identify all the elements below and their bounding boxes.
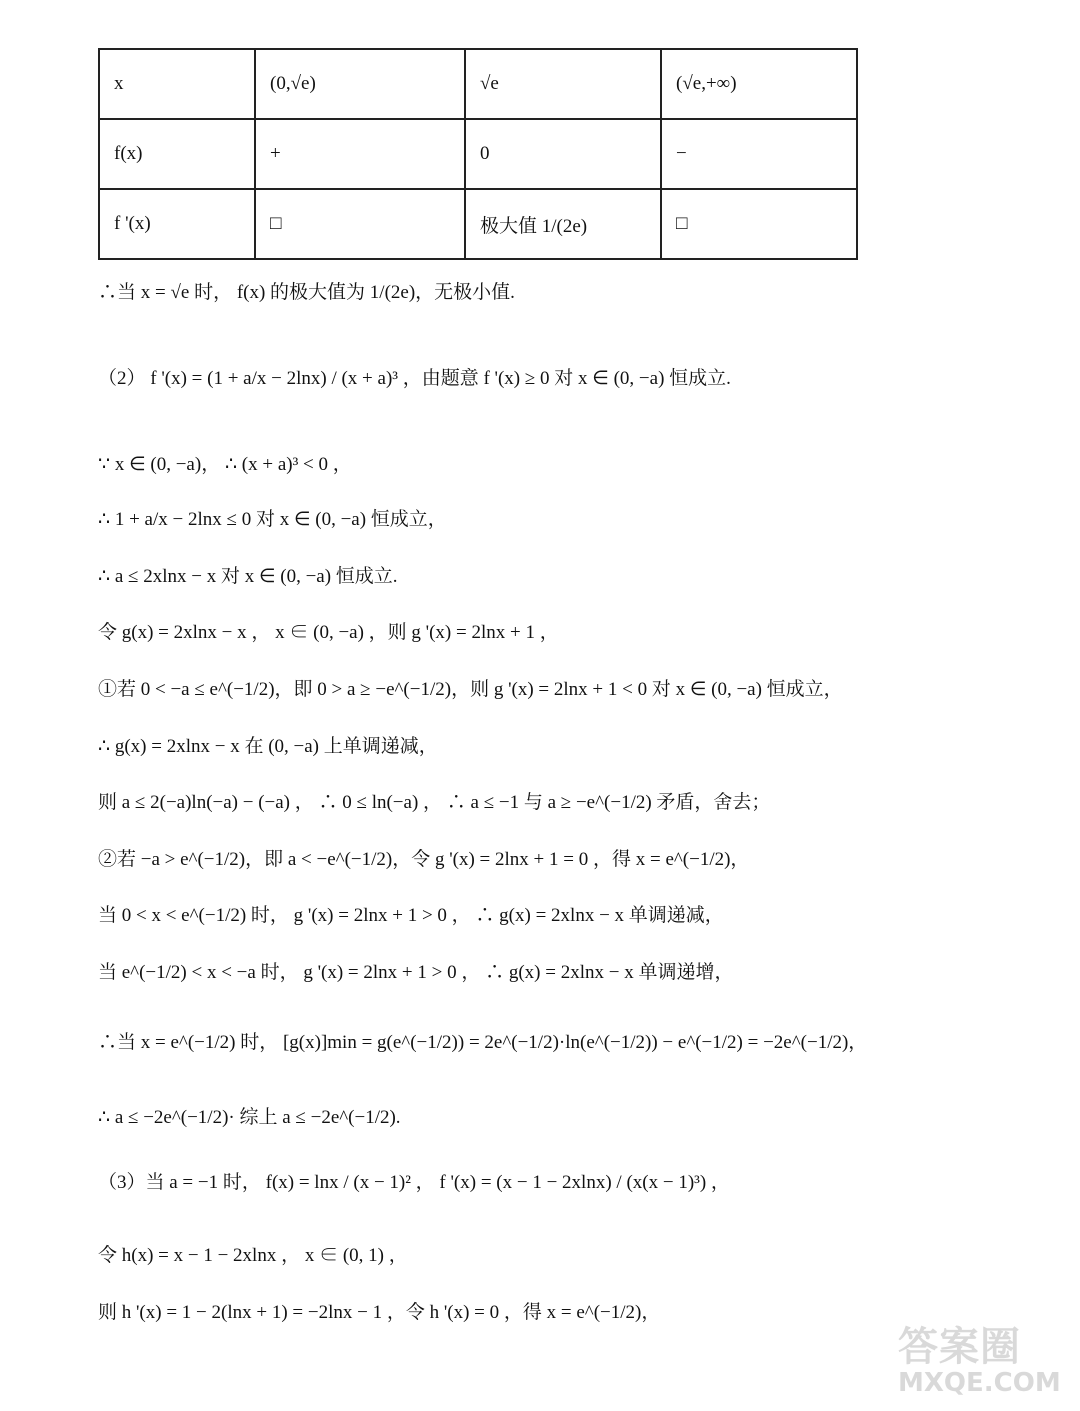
table-cell: 极大值 1/(2e) bbox=[465, 189, 661, 259]
solution-line: ②若 −a > e^(−1/2)，即 a < −e^(−1/2)，令 g '(x) = 2lnx + 1 = 0 ，得 x = e^(−1/2)， bbox=[98, 849, 750, 870]
solution-line: ∴ a ≤ −2e^(−1/2)· 综上 a ≤ −2e^(−1/2). bbox=[98, 1107, 401, 1128]
solution-line: ∴ 1 + a/x − 2lnx ≤ 0 对 x ∈ (0, −a) 恒成立， bbox=[98, 509, 447, 530]
solution-line: 当 0 < x < e^(−1/2) 时， g '(x) = 2lnx + 1 > 0 ， ∴ g(x) = 2xlnx − x 单调递减， bbox=[98, 905, 724, 926]
solution-line: （2） f '(x) = (1 + a/x − 2lnx) / (x + a)³ ，由题意 f '(x) ≥ 0 对 x ∈ (0, −a) 恒成立. bbox=[98, 368, 731, 389]
solution-line: 则 a ≤ 2(−a)ln(−a) − (−a) ， ∴ 0 ≤ ln(−a) ， ∴ a ≤ −1 与 a ≥ −e^(−1/2) 矛盾，舍去； bbox=[98, 792, 771, 813]
solution-line: （3）当 a = −1 时， f(x) = lnx / (x − 1)² ， f '(x) = (x − 1 − 2xlnx) / (x(x − 1)³) ， bbox=[98, 1172, 730, 1193]
table-cell: □ bbox=[255, 189, 465, 259]
table-cell: (√e,+∞) bbox=[661, 49, 857, 119]
solution-line: 令 h(x) = x − 1 − 2xlnx ， x ∈ (0, 1) ， bbox=[98, 1245, 408, 1266]
table-cell: 0 bbox=[465, 119, 661, 189]
table-cell: f(x) bbox=[99, 119, 255, 189]
solution-line: ∴ g(x) = 2xlnx − x 在 (0, −a) 上单调递减， bbox=[98, 736, 438, 757]
watermark-title: 答案圈 bbox=[898, 1324, 1021, 1370]
table-cell: □ bbox=[661, 189, 857, 259]
solution-line: ∵ x ∈ (0, −a)， ∴ (x + a)³ < 0 ， bbox=[98, 454, 352, 475]
solution-line: 当 e^(−1/2) < x < −a 时， g '(x) = 2lnx + 1 > 0 ， ∴ g(x) = 2xlnx − x 单调递增， bbox=[98, 962, 734, 983]
table-cell: √e bbox=[465, 49, 661, 119]
solution-line: ①若 0 < −a ≤ e^(−1/2)，即 0 > a ≥ −e^(−1/2)，则 g '(x) = 2lnx + 1 < 0 对 x ∈ (0, −a) 恒成立， bbox=[98, 679, 843, 700]
table-cell: x bbox=[99, 49, 255, 119]
solution-line: 令 g(x) = 2xlnx − x ， x ∈ (0, −a) ，则 g '(x) = 2lnx + 1 ， bbox=[98, 622, 559, 643]
variation-table bbox=[98, 48, 858, 260]
watermark-url: MXQE.COM bbox=[898, 1368, 1061, 1398]
table-row bbox=[99, 49, 857, 119]
table-cell: f '(x) bbox=[99, 189, 255, 259]
solution-line: ∴ a ≤ 2xlnx − x 对 x ∈ (0, −a) 恒成立. bbox=[98, 566, 398, 587]
table-row bbox=[99, 119, 857, 189]
table-cell: + bbox=[255, 119, 465, 189]
solution-line: 则 h '(x) = 1 − 2(lnx + 1) = −2lnx − 1 ，令 h '(x) = 0 ，得 x = e^(−1/2)， bbox=[98, 1302, 661, 1323]
watermark-logo bbox=[898, 1325, 1068, 1405]
table-cell: (0,√e) bbox=[255, 49, 465, 119]
solution-line: ∴当 x = e^(−1/2) 时， [g(x)]min = g(e^(−1/2)) = 2e^(−1/2)·ln(e^(−1/2)) − e^(−1/2) = −2e^(−1/2)， bbox=[98, 1032, 868, 1053]
table-cell: − bbox=[661, 119, 857, 189]
table-row bbox=[99, 189, 857, 259]
solution-line: ∴当 x = √e 时， f(x) 的极大值为 1/(2e)，无极小值. bbox=[98, 282, 515, 303]
